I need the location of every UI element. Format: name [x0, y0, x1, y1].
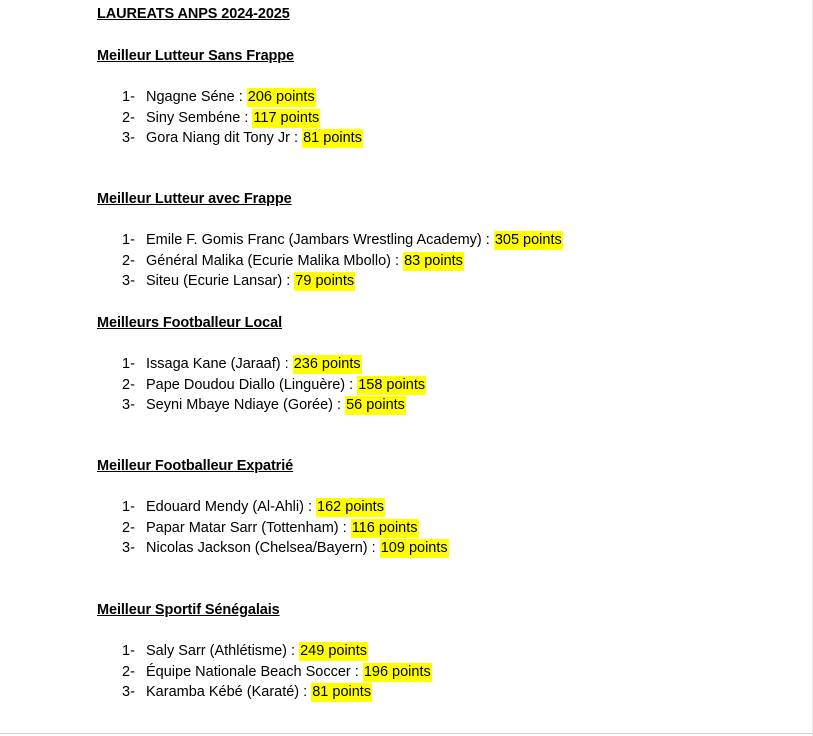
list-item: [122, 518, 449, 539]
item-text: Ngagne Séne :: [146, 89, 247, 105]
item-number: 2-: [122, 663, 135, 680]
item-text: Seyni Mbaye Ndiaye (Gorée) :: [146, 397, 346, 414]
ranking-list-footballeur-expatrie: [122, 497, 449, 559]
list-item: [122, 271, 563, 292]
item-number: 3-: [122, 397, 135, 414]
item-number: 3-: [122, 540, 135, 557]
page-bottom-divider: [0, 733, 813, 734]
item-number: 2-: [122, 376, 135, 393]
list-item: [122, 395, 426, 416]
section-heading-lutteur-sans-frappe: Meilleur Lutteur Sans Frappe: [97, 48, 295, 64]
list-item: [122, 108, 363, 129]
section-heading-footballeur-local: Meilleurs Footballeur Local: [97, 315, 283, 331]
ranking-list-lutteur-avec-frappe: [122, 230, 563, 292]
ranking-list-footballeur-local: [122, 354, 426, 416]
points-highlight: 109 points: [380, 540, 448, 557]
list-item: [122, 538, 449, 559]
points-highlight: 236 points: [293, 356, 361, 372]
section-heading-lutteur-avec-frappe: Meilleur Lutteur avec Frappe: [97, 191, 292, 207]
list-item: [122, 641, 432, 662]
item-text: Karamba Kébé (Karaté) :: [146, 684, 312, 701]
points-highlight: 56 points: [346, 397, 405, 414]
points-highlight: 116 points: [351, 519, 418, 536]
item-number: 2-: [122, 109, 135, 126]
ranking-list-lutteur-sans-frappe: [122, 87, 363, 149]
list-item: [122, 230, 563, 251]
points-highlight: 158 points: [358, 376, 426, 393]
item-text: Papar Matar Sarr (Tottenham) :: [146, 519, 351, 536]
item-text: Saly Sarr (Athlétisme) :: [146, 643, 300, 659]
ranking-list-sportif-senegalais: [122, 641, 432, 703]
item-text: Général Malika (Ecurie Malika Mbollo) :: [146, 252, 404, 269]
points-highlight: 206 points: [247, 89, 315, 105]
section-heading-footballeur-expatrie: Meilleur Footballeur Expatrié: [97, 458, 294, 474]
item-number: 3-: [122, 273, 135, 290]
list-item: [122, 682, 432, 703]
item-number: 1-: [122, 89, 135, 105]
item-text: Emile F. Gomis Franc (Jambars Wrestling Academy) :: [146, 232, 494, 248]
list-item: [122, 87, 363, 108]
item-text: Gora Niang dit Tony Jr :: [146, 130, 303, 147]
list-item: [122, 128, 363, 149]
item-number: 3-: [122, 684, 135, 701]
item-text: Nicolas Jackson (Chelsea/Bayern) :: [146, 540, 380, 557]
item-number: 2-: [122, 252, 135, 269]
points-highlight: 83 points: [404, 252, 463, 269]
points-highlight: 305 points: [494, 232, 562, 248]
points-highlight: 196 points: [363, 663, 431, 680]
section-heading-sportif-senegalais: Meilleur Sportif Sénégalais: [97, 602, 280, 618]
item-number: 1-: [122, 643, 135, 659]
item-number: 1-: [122, 356, 135, 372]
item-number: 1-: [122, 232, 135, 248]
document-title: LAUREATS ANPS 2024-2025: [97, 6, 290, 22]
list-item: [122, 354, 426, 375]
item-text: Pape Doudou Diallo (Linguère) :: [146, 376, 358, 393]
points-highlight: 81 points: [312, 684, 372, 701]
list-item: [122, 251, 563, 272]
points-highlight: 117 points: [253, 109, 320, 126]
item-number: 3-: [122, 130, 135, 147]
item-number: 1-: [122, 499, 135, 515]
list-item: [122, 375, 426, 396]
points-highlight: 249 points: [300, 643, 368, 659]
list-item: [122, 497, 449, 518]
item-text: Issaga Kane (Jaraaf) :: [146, 356, 293, 372]
points-highlight: 79 points: [295, 273, 355, 290]
item-text: Siteu (Ecurie Lansar) :: [146, 273, 295, 290]
item-number: 2-: [122, 519, 135, 536]
item-text: Siny Sembéne :: [146, 109, 253, 126]
item-text: Équipe Nationale Beach Soccer :: [146, 663, 363, 680]
points-highlight: 81 points: [303, 130, 362, 147]
points-highlight: 162 points: [317, 499, 384, 515]
item-text: Edouard Mendy (Al-Ahli) :: [146, 499, 317, 515]
list-item: [122, 662, 432, 683]
